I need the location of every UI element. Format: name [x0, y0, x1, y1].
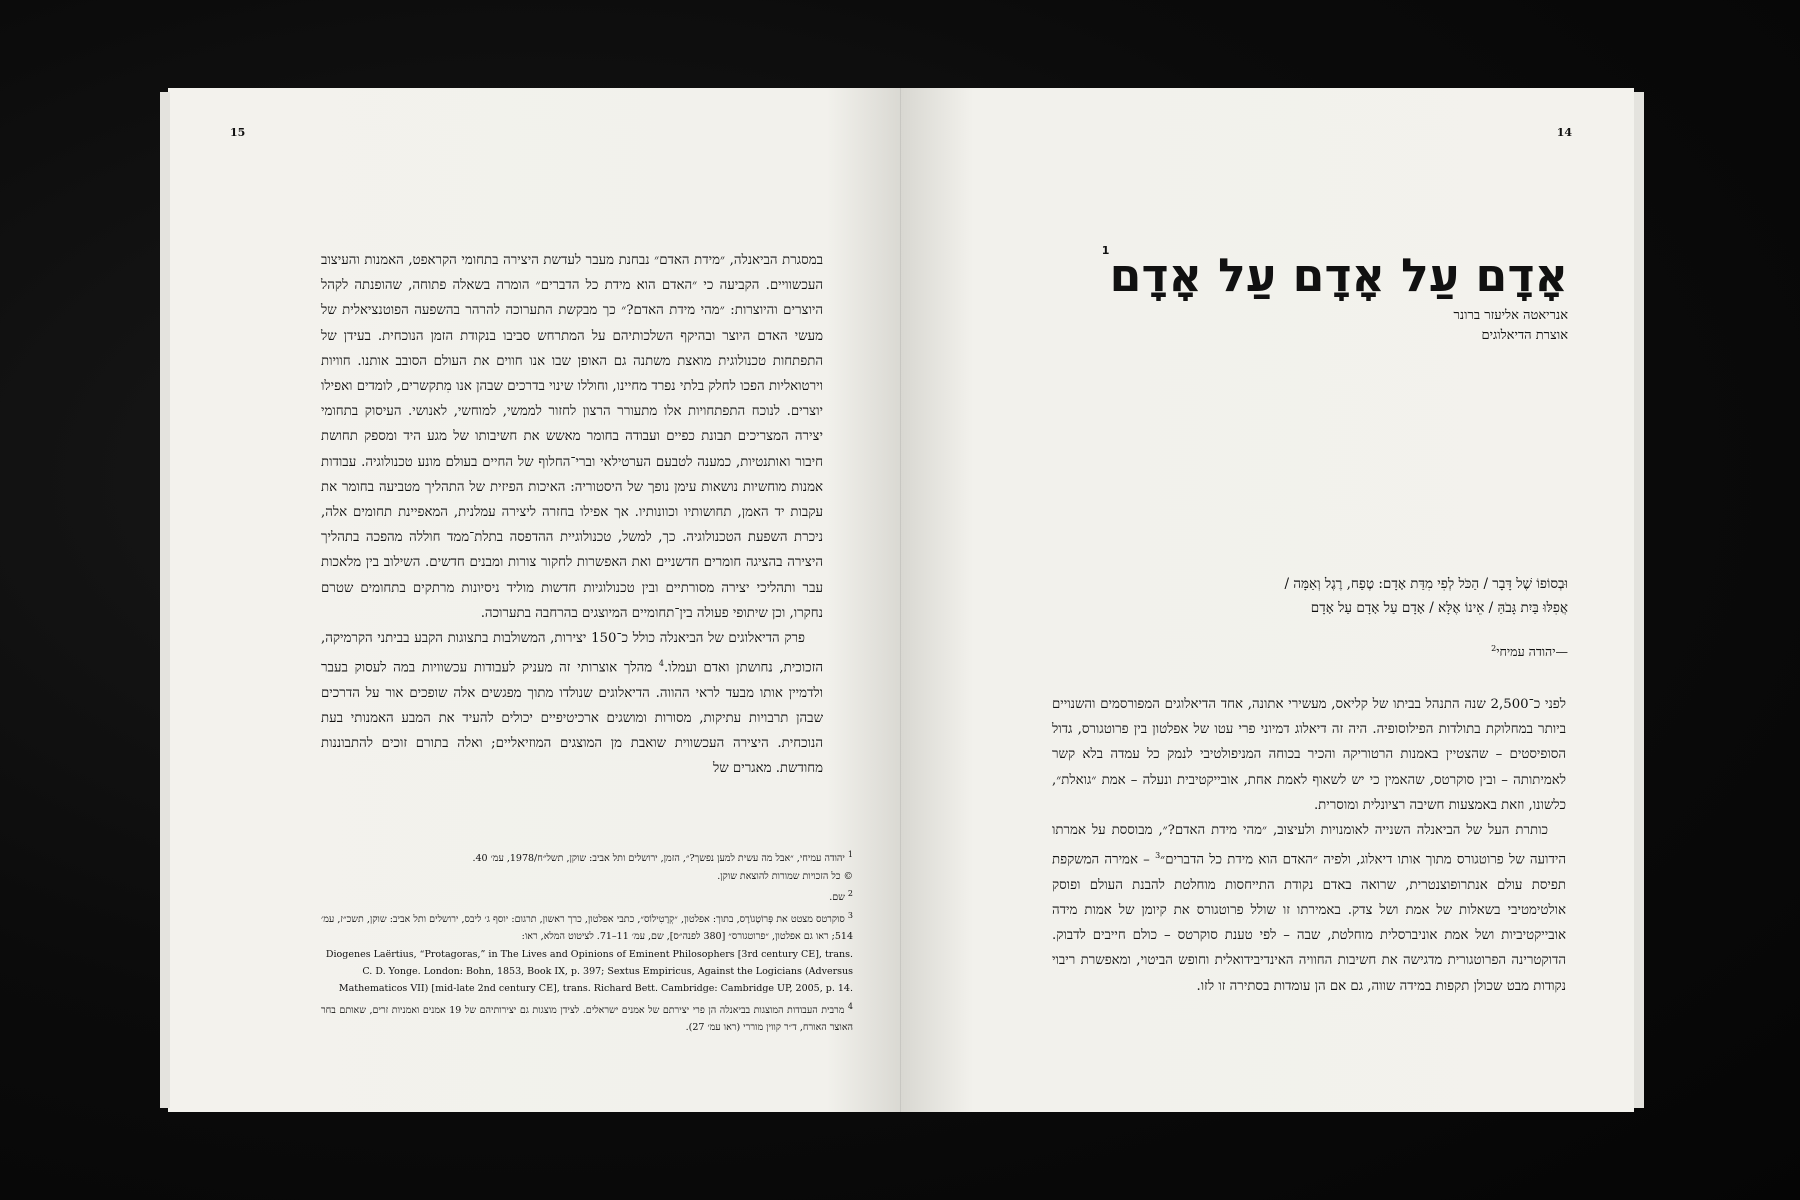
page-number: 15 [230, 126, 246, 139]
paragraph: פרק הדיאלוגים של הביאנלה כולל כ־150 יצירות, המשולבות בתצוגות הקבע בביתני הקרמיקה, הזכוכית, נחושתן ואדם ועמלו.$^4$ מהלך אוצרותי זה מעניק לעבודות עכשוויות במה לעסוק בעבר ולדמיין אותו מבעד לראי ההווה. הדיאלוגים שנולדו מתוך מפגשים אלה שופכים אור על הדרכים שבהן תרבויות עתיקות, מסורות ומושגים ארכיטיפיים יכולים להעיד את המבע האמנותי בעת הנוכחית. היצירה העכשווית שואבת מן המוצגים המוזיאליים; ואלה בתורם זוכים להתבוננות מחודשת. מאגרים של [321, 631, 823, 777]
epigraph-line: וּבְסוֹפוֹ שֶׁל דָּבָר / הַכֹּל לְפִי מִדַּת אָדָם: טֶפַח, רֶגֶל וְאַמָּה / [1284, 576, 1568, 592]
footnote-ref: 4 [658, 659, 664, 669]
body-text [321, 248, 823, 782]
footnote-ref: 1 [1101, 244, 1110, 257]
page-edge [160, 92, 170, 1108]
epigraph [1284, 572, 1568, 620]
author-name: אנריאטה אליעזר ברונר [1453, 308, 1568, 323]
author-block [1454, 306, 1568, 346]
paragraph: כותרת העל של הביאנלה השנייה לאומנויות ולעיצוב, ״מהי מידת האדם?״, מבוססת על אמרתו הידועה של פרוטגורס מתוך אותו דיאלוג, ולפיה ״האדם הוא מידת כל הדברים״$^3$ – אמירה המשקפת תפיסת עולם אנתרופוצנטרית, שרואה באדם נקודת התייחסות מוחלטת להבנת העולם ופוסק אולטימטיבי בשאלות של אמת ושל צדק. באמירתו זו שולל פרוטגורס את קיומן של אמות מידה אובייקטיביות ושל אמת אוניברסלית מוחלטת, שבה – לפי טענת סוקרטס – כולם חייבים לדבוק. הדוקטרינה הפרוטגורית מדגישה את חשיבות החוויה האינדיבידואלית וחופש הביטוי, ומאפשרת ריבוי נקודות מבט שכולן תקפות במידה שווה, גם אם הן עומדות בסתירה זו לזו. [1052, 823, 1566, 994]
gutter [900, 88, 901, 1112]
left-page [168, 88, 900, 1112]
book-spread [168, 88, 1634, 1112]
epigraph-line: אֲפִלּוּ בַּיִת גָּבֹהַּ / אֵינוֹ אֶלָּא / אָדָם עַל אָדָם עַל אָדָם [1310, 600, 1568, 616]
footnote-ref: 2 [1491, 644, 1497, 653]
footnote: $^1$ יהודה עמיחי, ״אבל מה עשית למען נפשך?״, הזמן, ירושלים ותל אביב: שוקן, תשל״ח/1978, עמ׳ 40. [472, 850, 853, 865]
body-text [1052, 692, 1566, 999]
right-page [900, 88, 1634, 1112]
epigraph-attribution: —יהודה עמיחי$^2$ [1491, 644, 1568, 660]
page-edge [1634, 92, 1644, 1108]
footnote: © כל הזכויות שמורות להוצאת שוקן. [717, 870, 853, 882]
paragraph: לפני כ־2,500 שנה התנהל בביתו של קליאס, מעשירי אתונה, אחד הדיאלוגים המפורסמים והשנויים ביותר במחלוקת בתולדות הפילוסופיה. היה זה דיאלוג דמיוני פרי עטו של אפלטון בין פרוטגורס, גדול הסופיסטים – שהצטיין באמנות הרטוריקה והכיר בכוחה המניפולטיבי לנמק כל עמדה בלא קשר לאמיתותה – ובין סוקרטס, שהאמין כי יש לשאוף לאמת אחת, אובייקטיבית ונעלה – אמת ״גואלת״, כלשונו, וזאת באמצעות חשיבה רציונלית ומוסרית. [1052, 697, 1566, 813]
footnote: $^2$ שם. [829, 888, 853, 904]
page-number: 14 [1556, 126, 1572, 139]
footnote: $^4$ מרבית העבודות המוצגות בביאנלה הן פרי יצירתם של אמנים ישראלים. לצידן מוצגות גם יצירותיהם של 19 אמנים ואמניות זרים, שאותם בחר האוצר האורח, ד״ר קווין מוררי (ראו עמ׳ 27). [321, 1001, 853, 1034]
footnote: $^3$ סוקרטס מצטט את פְּרוֹטָגוֹרָס, בתוך: אפלטון, ״קְרָטִילוֹס״, כתבי אפלטון, כרך ראשון, תרגום: יוסף ג׳ ליבס, ירושלים ותל אביב: שוקן, תשכ״ז, עמ׳ 514; ראו גם אפלטון, ״פרוטגורס״ [380 לפנה״ס], שם, עמ׳ 11–71. לציטוט המלא, ראו: [321, 910, 853, 943]
footnote-ref: 3 [1155, 851, 1161, 861]
footnotes [321, 846, 853, 1037]
footnote-latin: Diogenes Laërtius, “Protagoras,” in The Lives and Opinions of Eminent Philosophers [3rd century CE], trans. C. D. Yonge. London: Bohn, 1853, Book IX, p. 397; Sextus Empiricus, Against the Logicians (Adversus Mathematicos VII) [mid-late 2nd century CE], trans. Richard Bett. Cambridge: Cambridge UP, 2005, p. 14. [325, 948, 853, 995]
author-role: אוצרת הדיאלוגים [1481, 328, 1568, 343]
chapter-title: אָדָם עַל אָדָם עַל אָדָם$^1$ [1101, 244, 1568, 302]
paragraph: במסגרת הביאנלה, ״מידת האדם״ נבחנת מעבר לעדשת היצירה בתחומי הקראפט, האמנות והעיצוב העכשוויים. הקביעה כי ״האדם הוא מידת כל הדברים״ הומרה בשאלה פתוחה, שהופנתה לקהל היוצרים והיוצרות: ״מהי מידת האדם?״ כך מבקשת התערוכה להרהר בהשפעה הפוטנציאלית של מעשי האדם היוצר ובהיקף השלכותיהם על המתרחש סביבו בנקודת הזמן הנוכחית. בעידן של התפתחות טכנולוגית מואצת משתנה גם האופן שבו אנו חווים את העולם הסובב אותנו. חוויות וירטואליות הפכו לחלק בלתי נפרד מחיינו, וחוללו שינוי בדרכים שבהן אנו מִתקשרים, לומדים ואפילו יוצרים. לנוכח התפתחויות אלו מתעורר הרצון לחזור לממשי, למוחשי, לאנושי. העיסוק בתחומי יצירה המצריכים תבונת כפיים ועבודה בחומר מאשש את חשיבותו של מגע היד ומספק תחושת חיבור ואותנטיות, כמענה לטבעם הערטילאי וברי־החלוף של החיים בעולם מונע טכנולוגיה. עבודות אמנות מוחשיות נושאות עימן נופך של היסטוריה: האיכות הפיזית של התהליך מטביעה בחומר את עקבות יד האמן, תחושותיו וכוונותיו. אך אפילו בחזרה ליצירה עמלנית, המאפיינת תחומים אלה, ניכרת השפעת הטכנולוגיה. כך, למשל, טכנולוגיית ההדפסה בתלת־ממד חוללה מהפכה בתהליך היצירה בהציגה חומרים חדשניים ואת האפשרות לחקור צורות ומבנים חדשים. השילוב בין מלאכות עבר ותהליכי יצירה מסורתיים ובין טכנולוגיות חדשות מוליד ניסיונות מרתקים בתחומים שטרם נחקרו, וכן שיתופי פעולה בין־תחומיים המיוצגים בהרחבה בתערוכה. [321, 253, 823, 621]
